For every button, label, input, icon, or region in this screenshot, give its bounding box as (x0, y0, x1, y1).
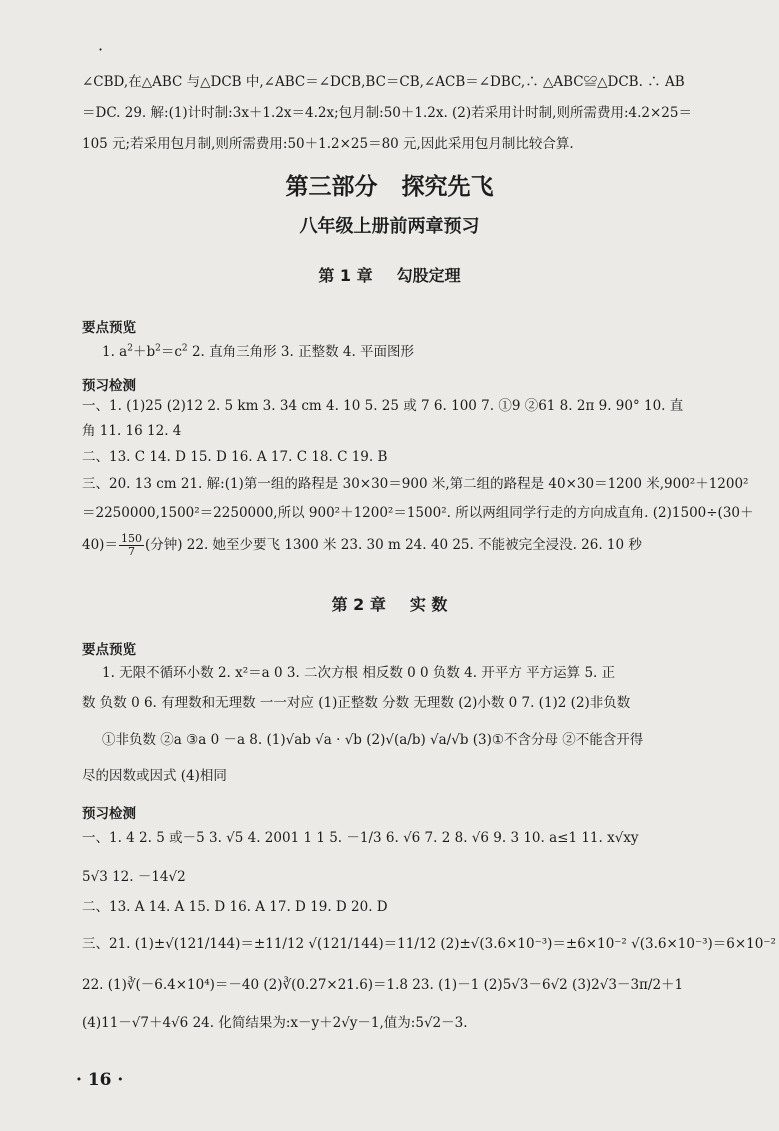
text-run: (分钟) 22. 她至少要飞 1300 米 23. 30 m 24. 40 25. 不能被完全浸没. 26. 10 秒 (144, 537, 642, 553)
preview-line: 尽的因数或因式 (4)相同 (82, 768, 227, 784)
answer-line: ＝DC. 29. 解:(1)计时制:3x＋1.2x＝4.2x;包月制:50＋1.2x. (2)若采用计时制,则所需费用:4.2×25＝ (82, 105, 692, 121)
section-label: 要点预览 (82, 320, 136, 336)
text-run: 1. a (102, 344, 128, 360)
answer-line: (4)11－√7＋4√6 24. 化简结果为:x－y＋2√y－1,值为:5√2－3. (82, 1015, 468, 1031)
header-dot: · (98, 40, 104, 59)
text-run: 40)＝ (82, 537, 118, 553)
part-subtitle: 八年级上册前两章预习 (299, 216, 480, 237)
preview-line: ①非负数 ②a ③a 0 －a 8. (1)√ab √a · √b (2)√(a/b) √a/√b (3)①不含分母 ②不能含开得 (102, 732, 644, 748)
page-number: · 16 · (76, 1070, 124, 1090)
fraction (119, 533, 144, 558)
answer-line (82, 530, 732, 562)
answer-line: 二、13. A 14. A 15. D 16. A 17. D 19. D 20. D (82, 899, 388, 915)
part-title-name: 探究先飞 (401, 174, 494, 200)
section-label: 要点预览 (82, 642, 136, 658)
fraction-numerator: 150 (120, 532, 142, 545)
answer-line: 一、1. 4 2. 5 或－5 3. √5 4. 2001 1 1 5. －1/3 6. √6 7. 2 8. √6 9. 3 10. a≤1 11. x√xy (82, 830, 639, 846)
chapter-2-title (0, 592, 779, 615)
text-run: 2. 直角三角形 3. 正整数 4. 平面图形 (187, 344, 415, 360)
answer-line: ∠CBD,在△ABC 与△DCB 中,∠ABC＝∠DCB,BC＝CB,∠ACB＝∠DBC,∴ △ABC≌△DCB. ∴ AB (82, 74, 685, 90)
preview-line: 1. $a^2+b^2=c^2$ 2. 直角三角形 3. 正整数 4. 平面图形 (102, 343, 415, 360)
answer-line: 一、1. (1)25 (2)12 2. 5 km 3. 34 cm 4. 10 5. 25 或 7 6. 100 7. ①9 ②61 8. 2π 9. 90° 10. 直 (82, 398, 684, 414)
answer-line: 5√3 12. －14√2 (82, 869, 186, 885)
part-title-number: 第三部分 (285, 174, 378, 200)
answer-line: 22. (1)∛(－6.4×10⁴)＝－40 (2)∛(0.27×21.6)＝1.8 23. (1)－1 (2)5√3－6√2 (3)2√3－3π/2＋1 (82, 977, 684, 993)
part-title (0, 168, 779, 201)
answer-line: 三、20. 13 cm 21. 解:(1)第一组的路程是 30×30＝900 米,第二组的路程是 40×30＝1200 米,900²＋1200² (82, 476, 749, 492)
section-label: 预习检测 (82, 378, 136, 394)
answer-line: 角 11. 16 12. 4 (82, 423, 182, 439)
answer-line: 二、13. C 14. D 15. D 16. A 17. C 18. C 19. B (82, 449, 388, 465)
chapter-1-title (0, 263, 779, 286)
answer-line: 三、21. (1)±√(121/144)＝±11/12 √(121/144)＝11/12 (2)±√(3.6×10⁻³)＝±6×10⁻² √(3.6×10⁻³)＝6×10⁻² (82, 936, 776, 952)
section-label: 预习检测 (82, 806, 136, 822)
chapter-number: 第 2 章 (331, 595, 386, 614)
chapter-name: 勾股定理 (396, 266, 461, 285)
text-run: ＝c (160, 344, 182, 360)
fraction-denominator: 7 (127, 545, 135, 558)
text-run: ＋b (132, 344, 156, 360)
chapter-name: 实 数 (409, 595, 448, 614)
preview-line: 1. 无限不循环小数 2. x²＝a 0 3. 二次方根 相反数 0 0 负数 4. 开平方 平方运算 5. 正 (102, 665, 616, 681)
chapter-number: 第 1 章 (318, 266, 373, 285)
preview-line: 数 负数 0 6. 有理数和无理数 一一对应 (1)正整数 分数 无理数 (2)小数 0 7. (1)2 (2)非负数 (82, 695, 631, 711)
answer-line: 105 元;若采用包月制,则所需费用:50＋1.2×25＝80 元,因此采用包月制比较合算. (82, 136, 574, 152)
answer-line: ＝2250000,1500²＝2250000,所以 900²＋1200²＝1500². 所以两组同学行走的方向成直角. (2)1500÷(30＋ (82, 505, 754, 521)
